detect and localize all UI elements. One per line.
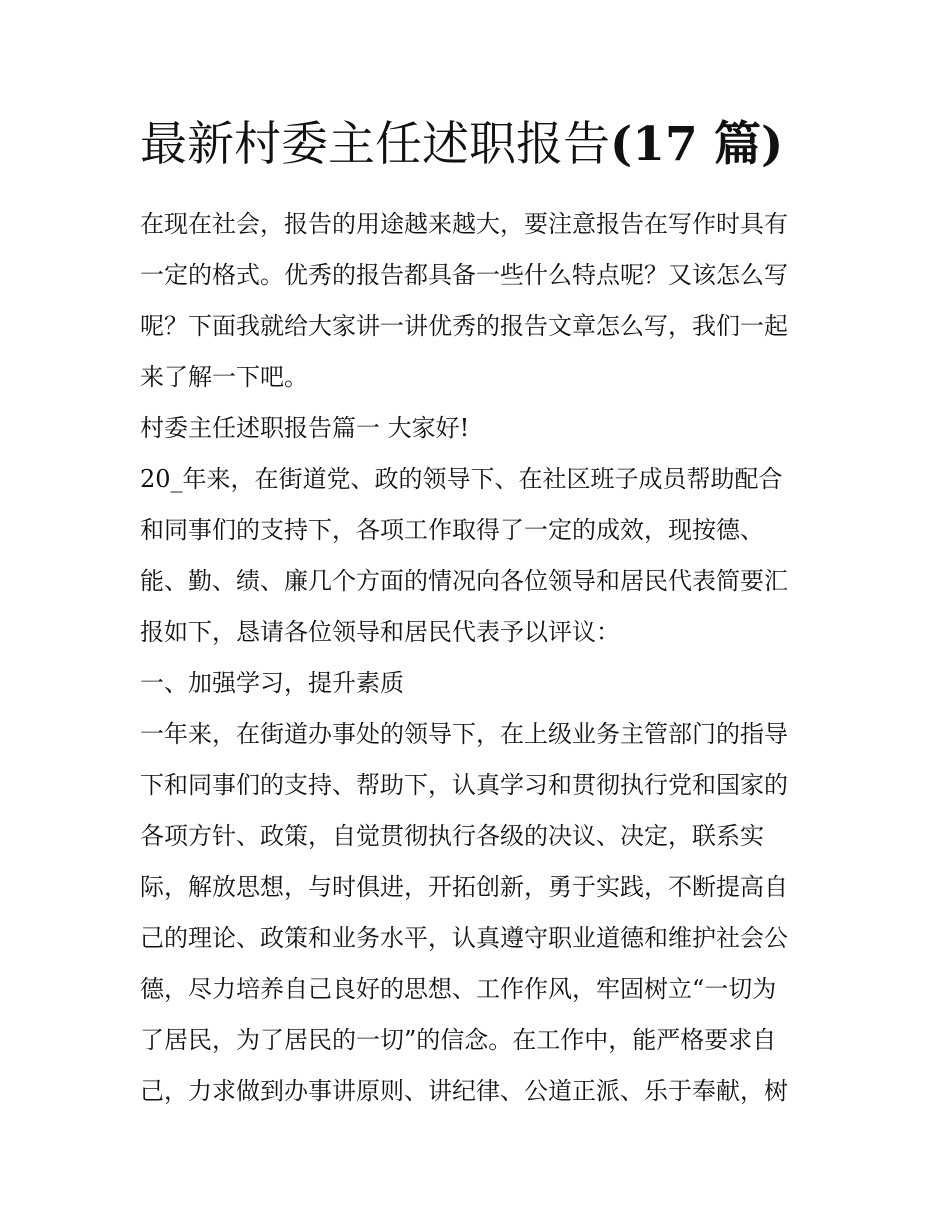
text-line: 在现在社会，报告的用途越来越大，要注意报告在写作时具有 — [140, 210, 788, 238]
text-line: 己，力求做到办事讲原则、讲纪律、公道正派、乐于奉献，树 — [140, 1077, 788, 1105]
text-line: 20_年来，在街道党、政的领导下、在社区班子成员帮助配合 — [140, 465, 783, 493]
text-line: 了居民，为了居民的一切”的信念。在工作中，能严格要求自 — [140, 1026, 777, 1054]
document-body — [140, 199, 830, 1117]
text-line: 报如下，恳请各位领导和居民代表予以评议： — [140, 618, 620, 646]
section-heading: 一、加强学习，提升素质 — [140, 669, 404, 697]
text-line: 和同事们的支持下，各项工作取得了一定的成效，现按德、 — [140, 516, 764, 544]
text-line: 呢？下面我就给大家讲一讲优秀的报告文章怎么写，我们一起 — [140, 312, 788, 340]
document-title — [140, 112, 840, 178]
text-line: 一定的格式。优秀的报告都具备一些什么特点呢？又该怎么写 — [140, 261, 788, 289]
text-line: 德，尽力培养自己良好的思想、工作作风，牢固树立“一切为 — [140, 975, 777, 1003]
title-text: 最新村委主任述职报告 — [140, 117, 610, 172]
text-line: 下和同事们的支持、帮助下，认真学习和贯彻执行党和国家的 — [140, 771, 788, 799]
section-heading: 村委主任述职报告篇一 大家好! — [140, 414, 470, 442]
text-line: 己的理论、政策和业务水平，认真遵守职业道德和维护社会公 — [140, 924, 788, 952]
text-line: 能、勤、绩、廉几个方面的情况向各位领导和居民代表简要汇 — [140, 567, 788, 595]
text-line: 际，解放思想，与时俱进，开拓创新，勇于实践，不断提高自 — [140, 873, 788, 901]
text-line: 一年来，在街道办事处的领导下，在上级业务主管部门的指导 — [140, 720, 788, 748]
text-line: 来了解一下吧。 — [140, 363, 308, 391]
text-line: 各项方针、政策，自觉贯彻执行各级的决议、决定，联系实 — [140, 822, 764, 850]
title-count: (17 篇) — [610, 117, 784, 172]
